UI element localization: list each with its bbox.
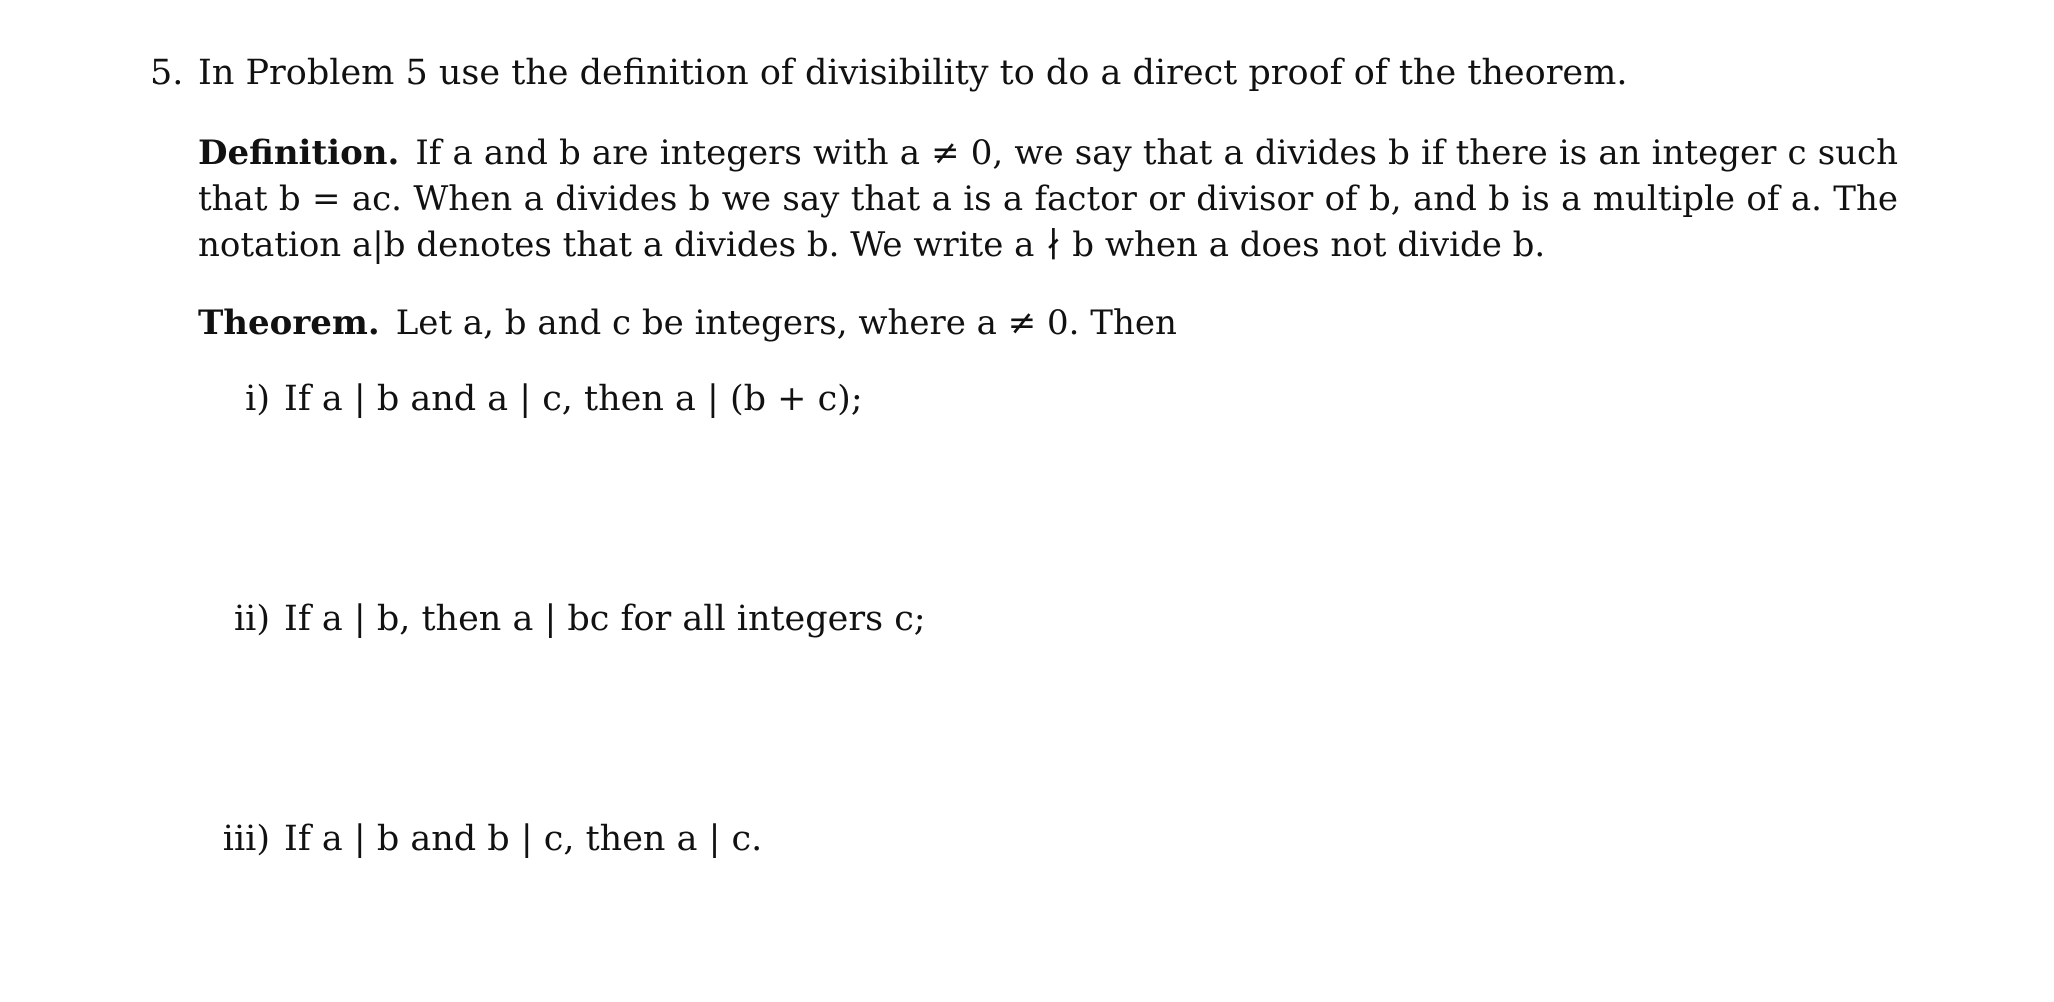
theorem-item-text: If a | b and b | c, then a | c.	[284, 819, 763, 859]
theorem-item-label: i)	[245, 379, 270, 419]
theorem-item-label: iii)	[222, 819, 270, 859]
theorem-item-label: ii)	[233, 599, 270, 639]
problem-number: 5.	[150, 53, 184, 93]
theorem-item-3	[200, 818, 762, 860]
theorem-item-text: If a | b and a | c, then a | (b + c);	[284, 379, 863, 419]
theorem-item-2	[200, 598, 926, 640]
theorem-body: Let a, b and c be integers, where a ≠ 0. Then	[395, 303, 1177, 343]
definition-block	[198, 130, 1898, 268]
theorem-item-1	[200, 378, 863, 420]
definition-body: If a and b are integers with a ≠ 0, we say that a divides b if there is an integer c such that b = ac. When a divides b we say that a is a factor or divisor of b, and b is a multiple of a. The notation a|b denotes that a divides b. We write a ∤ b when a does not divide b.	[198, 133, 1898, 265]
problem-statement-line	[150, 52, 1627, 94]
theorem-heading: Theorem.	[198, 303, 380, 343]
definition-heading: Definition.	[198, 133, 400, 173]
problem-statement: In Problem 5 use the definition of divisibility to do a direct proof of the theorem.	[198, 53, 1628, 93]
theorem-block	[198, 300, 1898, 346]
theorem-item-text: If a | b, then a | bc for all integers c;	[284, 599, 926, 639]
